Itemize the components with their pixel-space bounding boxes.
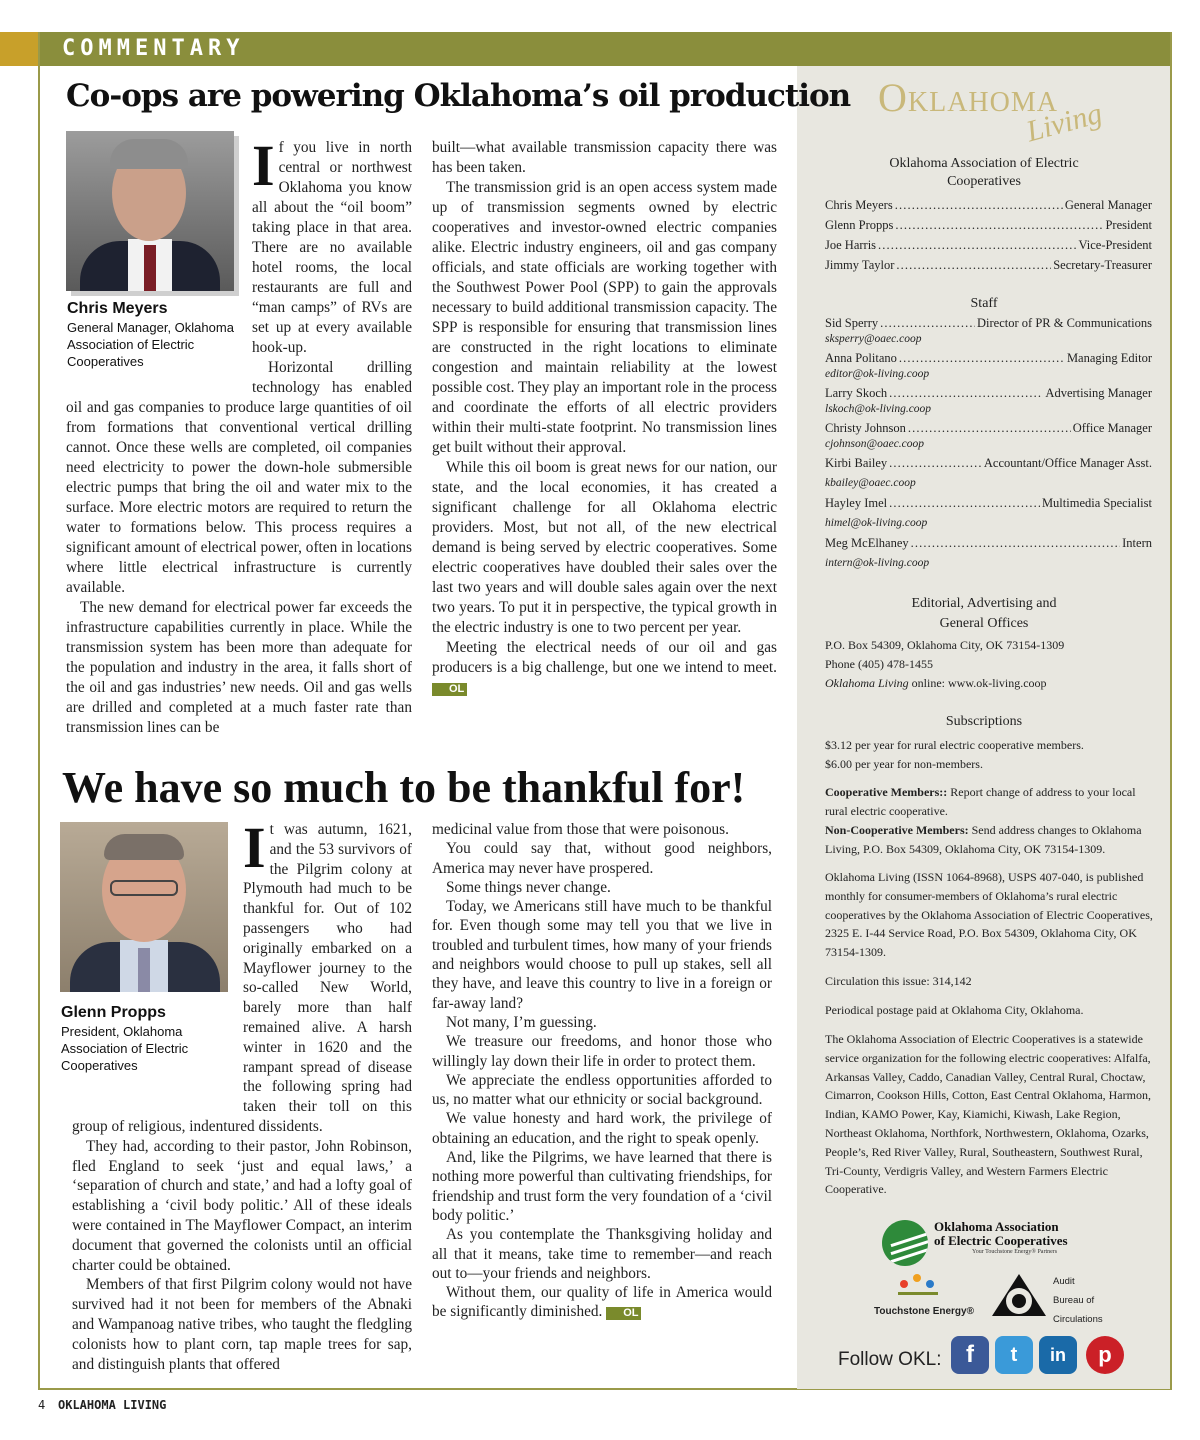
section-title: COMMENTARY — [62, 36, 245, 61]
article2-dropcap: I — [243, 815, 266, 880]
article2-column-2 — [432, 820, 772, 1322]
oaec-logo-text: Oklahoma Association of Electric Cooperatives — [934, 1219, 1068, 1248]
staff-email[interactable]: intern@ok-living.coop — [825, 557, 930, 569]
article1-column-2 — [432, 138, 777, 698]
postage: Periodical postage paid at Oklahoma City, Oklahoma. — [825, 1003, 1084, 1017]
subscriptions-heading: Subscriptions — [945, 714, 1023, 729]
staff-row: Anna Politano . . . Managing Editor — [825, 350, 1152, 366]
org-name: Oklahoma Association of Electric Cooperatives — [889, 156, 1079, 189]
staff-email[interactable]: sksperry@oaec.coop — [825, 333, 922, 345]
linkedin-icon[interactable]: in — [1039, 1336, 1077, 1374]
article1-dropcap: I — [252, 133, 275, 198]
staff-email[interactable]: cjohnson@oaec.coop — [825, 438, 925, 450]
article2-paragraph: Not many, I’m guessing. — [446, 1013, 597, 1031]
follow-label: Follow OKL: — [838, 1349, 942, 1370]
staff-heading: Staff — [970, 296, 998, 311]
article2-paragraph: We value honesty and hard work, the privilege of obtaining an education, and the right to speak openly. — [432, 1110, 772, 1147]
staff-email[interactable]: himel@ok-living.coop — [825, 517, 928, 529]
officer-row: Jimmy Taylor . . . Secretary-Treasurer — [825, 257, 1152, 273]
noncoop-members-note: Non-Cooperative Members: Send address changes to Oklahoma Living, P.O. Box 54309, Oklahoma City, OK 73154-1309. — [825, 823, 1142, 856]
article2-paragraph: Today, we Americans still have much to be thankful for. Even though some may tell you that we live in troubled and turbulent times, how many of your friends and neighbors would choose to pull up stakes, sell all they have, and leave this country to live in a foreign or far-away land? — [432, 898, 772, 1012]
twitter-icon[interactable]: t — [995, 1336, 1033, 1374]
article1-author-title: General Manager, Oklahoma Association of Electric Cooperatives — [67, 320, 234, 369]
staff-email[interactable]: kbailey@oaec.coop — [825, 477, 916, 489]
article2-paragraph: We treasure our freedoms, and honor those who willingly lay down their life in order to protect them. — [432, 1033, 772, 1070]
staff-email[interactable]: editor@ok-living.coop — [825, 368, 930, 380]
article2-author-name: Glenn Propps — [61, 1004, 166, 1021]
subscriptions-non-members: $6.00 per year for non-members. — [825, 757, 983, 771]
touchstone-energy-icon — [898, 1274, 938, 1304]
touchstone-energy-label: Touchstone Energy® — [874, 1306, 974, 1317]
article1-paragraph: Meeting the electrical needs of our oil and gas producers is a big challenge, but one we intend to meet. — [432, 639, 777, 676]
photo-spacer — [72, 820, 243, 1100]
article2-paragraph: And, like the Pilgrims, we have learned that there is nothing more powerful than cultivating friendships, for friendship and trust form the very foundation of a ‘civil body politic.’ — [432, 1149, 772, 1224]
end-mark: OL — [606, 1307, 641, 1320]
offices-heading: Editorial, Advertising and General Offices — [911, 596, 1057, 631]
page-number: 4 — [38, 1398, 46, 1412]
article1-column-1 — [66, 133, 413, 738]
article2-paragraph: We appreciate the endless opportunities afforded to us, no matter what our ethnicity or social background. — [432, 1071, 772, 1109]
member-cooperatives: The Oklahoma Association of Electric Cooperatives is a statewide service organization for the following electric cooperatives: Alfalfa, Arkansas Valley, Caddo, Canadian Valley, Central Rural, Choctaw, Cimarron, Cookson Hills, Cotton, East Central Oklahoma, Harmon, Indian, KAMO Power, Kay, Kiamichi, Kiwash, Lake Region, Northeast Oklahoma, Northfork, Northwestern, Oklahoma, Ozarks, People’s, Red River Valley, Rural, Southeastern, Southwest Rural, Tri-County, Verdigris Valley, and Western Farmers Electric Cooperative. — [825, 1032, 1151, 1197]
coop-members-note: Cooperative Members:: Report change of address to your local rural electric cooperative. — [825, 785, 1136, 818]
oaec-logo-icon — [882, 1220, 928, 1266]
article2-paragraph: Without them, our quality of life in America would be significantly diminished. — [432, 1284, 772, 1321]
offices-online: Oklahoma Living online: www.ok-living.coop — [825, 676, 1047, 690]
article2-author-title: President, Oklahoma Association of Electric Cooperatives — [61, 1024, 189, 1073]
article1-paragraph: f you live in north central or northwest Oklahoma you know all about the “oil boom” taking place in that area. There are no available hotel rooms, the local restaurants are full and “man camps” of RVs are set up at every available hook-up. — [252, 139, 412, 356]
oklahoma-living-logo-script: Living — [1022, 96, 1106, 149]
article2-paragraph: You could say that, without good neighbors, America may never have prospered. — [432, 840, 772, 877]
audit-bureau-logo-icon — [992, 1274, 1046, 1316]
end-mark: OL — [432, 683, 467, 696]
staff-row: Meg McElhaney . . . Intern — [825, 535, 1152, 551]
article2-column-1 — [72, 815, 412, 1374]
article1-paragraph: Horizontal drilling technology has enabled oil and gas companies to produce large quantities of oil from formations that conventional vertical drilling cannot. Once these wells are completed, oil companies need electricity to power the down-hole submersible electric pumps that bring the oil and water mix to the surface. More electric motors are required to return the water to formations below. This process requires a significant amount of electrical power, often in locations where little electrical infrastructure is currently available. — [66, 359, 413, 596]
subscriptions-rural: $3.12 per year for rural electric cooperative members. — [825, 738, 1084, 752]
article1-author-name: Chris Meyers — [67, 300, 168, 317]
article2-paragraph: Members of that first Pilgrim colony would not have survived had it not been for members of the Abnaki and Wampanoag native tribes, who taught the fledgling colonists how to plant corn, tap maple trees for sap, and distinguish plants that offered — [72, 1276, 412, 1373]
article2-paragraph: As you contemplate the Thanksgiving holiday and all that it means, take time to remember—and reach out to—your friends and neighbors. — [432, 1226, 772, 1282]
accent-tab — [0, 32, 38, 66]
staff-row: Hayley Imel . . . Multimedia Specialist — [825, 495, 1152, 511]
staff-row: Larry Skoch . . . Advertising Manager — [825, 385, 1152, 401]
pinterest-icon[interactable]: p — [1086, 1336, 1124, 1374]
officer-row: Glenn Propps . . . President — [825, 217, 1152, 233]
facebook-icon[interactable]: f — [951, 1336, 989, 1374]
article2-paragraph: They had, according to their pastor, John Robinson, fled England to seek ‘just and equal laws,’ a ‘separation of church and state,’ and had a lofty goal of establishing a ‘civil body politic.’ All of these ideals were contained in The Mayflower Compact, an interim document that governed the colonists until an official charter could be obtained. — [72, 1137, 412, 1274]
officer-row: Joe Harris . . . Vice-President — [825, 237, 1152, 253]
oaec-tagline: Your Touchstone Energy® Partners — [972, 1249, 1058, 1255]
oklahoma-living-logo: Oklahoma — [878, 75, 1058, 120]
offices-address: P.O. Box 54309, Oklahoma City, OK 73154-1309 — [825, 638, 1065, 652]
publication-statement: Oklahoma Living (ISSN 1064-8968), USPS 407-040, is published monthly for consumer-members of Oklahoma’s rural electric cooperatives by the Oklahoma Association of Electric Cooperatives, 2325 E. I-44 Service Road, P.O. Box 54309, Oklahoma City, OK 73154-1309. — [825, 870, 1153, 960]
article2-headline: We have so much to be thankful for! — [62, 763, 746, 812]
circulation: Circulation this issue: 314,142 — [825, 974, 972, 988]
photo-spacer — [66, 138, 252, 392]
article2-paragraph: medicinal value from those that were poisonous. — [432, 821, 729, 838]
magazine-name: OKLAHOMA LIVING — [58, 1398, 167, 1412]
officer-row: Chris Meyers . . . General Manager — [825, 197, 1152, 213]
offices-phone: Phone (405) 478-1455 — [825, 657, 933, 671]
article2-paragraph: Some things never change. — [446, 878, 611, 896]
staff-email[interactable]: lskoch@ok-living.coop — [825, 403, 932, 415]
staff-row: Christy Johnson . . . Office Manager — [825, 420, 1152, 436]
staff-row: Sid Sperry . . . Director of PR & Communications — [825, 315, 1152, 331]
article1-headline: Co-ops are powering Oklahoma’s oil production — [66, 78, 851, 114]
article1-paragraph: While this oil boom is great news for our nation, our state, and the local economies, it has created a significant challenge for all Oklahoma electric providers. Most, but not all, of the new electrical demand is being served by electric cooperatives. Some electric cooperatives have doubled their sales over the last two years and will double sales again over the next two years. To put it in perspective, the typical growth in the electric industry is one to two percent per year. — [432, 459, 777, 636]
article2-paragraph: t was autumn, 1621, and the 53 survivors of the Pilgrim colony at Plymouth had much to be thankful for. Out of 102 passengers who had originally embarked on a Mayflower journey to the so-called New World, barely more than half remained alive. A harsh winter in 1620 and the rampant spread of disease the following spring had taken their toll on this group of religious, indentured dissidents. — [72, 821, 412, 1135]
audit-bureau-label: Audit Bureau of Circulations — [1053, 1276, 1103, 1325]
article1-paragraph: built—what available transmission capacity there was has been taken. — [432, 139, 777, 176]
article1-paragraph: The transmission grid is an open access system made up of transmission segments owned by electric cooperatives and investor-owned electric companies alike. Electric industry engineers, oil and gas company officials, and state officials are working together with the Southwest Power Pool (SPP) to gain the approvals necessary to build additional transmission capacity. The SPP is responsible for ensuring that transmission lines are constructed in the right locations to eliminate congestion and maintain reliability at the lowest possible cost. They play an important role in the process and coordinate the efforts of all electric providers within their multi-state footprint. No transmission lines get built without their approval. — [432, 179, 777, 456]
article1-paragraph: The new demand for electrical power far exceeds the infrastructure capabilities currently in place. While the transmission system has been more than adequate for the population and industry in the area, it falls short of the oil and gas industries’ new needs. Oil and gas wells are drilled and completed at a much faster rate than transmission lines can be — [66, 599, 412, 736]
staff-row: Kirbi Bailey . . . Accountant/Office Manager Asst. — [825, 455, 1152, 471]
